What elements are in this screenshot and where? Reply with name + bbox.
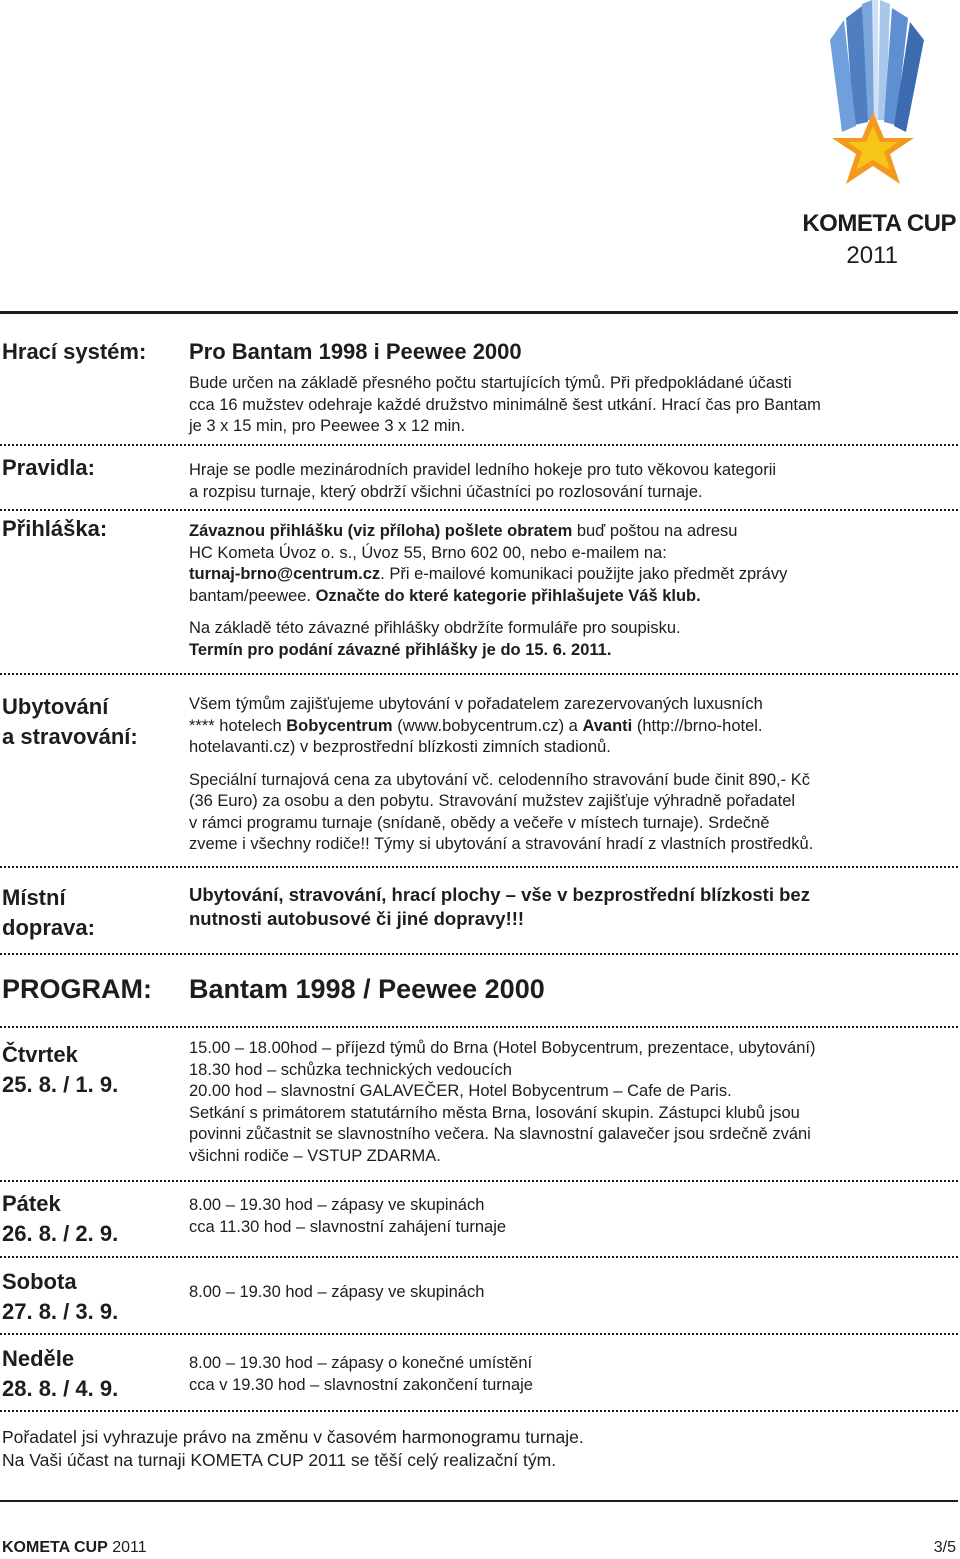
day-name: Neděle (2, 1346, 75, 1371)
label-line: Místní (2, 885, 66, 910)
email-address[interactable]: turnaj-brno@centrum.cz (189, 565, 381, 583)
text-line: (36 Euro) za osobu a den pobytu. Stravování mužstev zajišťuje výhradně pořadatel (189, 792, 796, 810)
label-line: doprava: (2, 915, 95, 940)
text-line: Všem týmům zajišťujeme ubytování v pořadatelem zarezervovaných luxusních (189, 695, 763, 713)
top-rule (0, 311, 958, 314)
text-line: Na základě této závazné přihlášky obdržíte formuláře pro soupisku. (189, 619, 681, 637)
dotted-divider (0, 1256, 958, 1258)
bobycentrum-link[interactable]: www.bobycentrum.cz (402, 716, 559, 735)
dotted-divider (0, 444, 958, 446)
schedule-line: cca v 19.30 hod – slavnostní zakončení turnaje (189, 1375, 533, 1394)
dotted-divider (0, 1333, 958, 1335)
dotted-divider (0, 1410, 958, 1412)
day-schedule (189, 1353, 959, 1396)
text: ( (632, 716, 643, 735)
hraci-system-text (189, 373, 959, 438)
schedule-line: 20.00 hod – slavnostní GALAVEČER, Hotel Bobycentrum – Cafe de Paris. (189, 1082, 732, 1100)
pravidla-text (189, 460, 959, 503)
program-label: PROGRAM: (2, 974, 152, 1004)
page-number: 3/5 (933, 1539, 956, 1556)
brand-year: 2011 (846, 242, 898, 269)
day-date: 27. 8. / 3. 9. (2, 1299, 119, 1324)
schedule-line: 8.00 – 19.30 hod – zápasy o konečné umístění (189, 1354, 533, 1372)
text-line: je 3 x 15 min, pro Peewee 3 x 12 min. (189, 417, 466, 435)
text: bantam/peewee. (189, 586, 316, 605)
dotted-divider (0, 1026, 958, 1028)
doprava-label (2, 883, 95, 943)
prihlaska-label: Přihláška: (2, 516, 108, 541)
day-date: 28. 8. / 4. 9. (2, 1376, 119, 1401)
footer-year: 2011 (107, 1539, 147, 1556)
dotted-divider (0, 953, 958, 955)
text-line (189, 586, 959, 608)
day-label (2, 1267, 118, 1327)
pravidla-label: Pravidla: (2, 455, 95, 480)
text-line: Ubytování, stravování, hrací plochy – vše v bezprostřední blízkosti bez (189, 884, 810, 905)
hraci-system-heading: Pro Bantam 1998 i Peewee 2000 (189, 339, 522, 364)
schedule-line: 8.00 – 19.30 hod – zápasy ve skupinách (189, 1196, 485, 1214)
avanti-link[interactable]: http://brno-hotel. (642, 716, 763, 735)
hotel-name: Avanti (582, 716, 633, 735)
day-name: Sobota (2, 1269, 77, 1294)
dotted-divider (0, 673, 958, 675)
text-line: zveme i všechny rodiče!! Týmy si ubytování a stravování hradí z vlastních prostředků. (189, 835, 814, 853)
schedule-line: cca 11.30 hod – slavnostní zahájení turnaje (189, 1217, 507, 1236)
dotted-divider (0, 866, 958, 868)
text: buď poštou na adresu (572, 522, 738, 540)
prihlaska-text (189, 521, 959, 661)
schedule-line: 15.00 – 18.00hod – příjezd týmů do Brna (Hotel Bobycentrum, prezentace, ubytování) (189, 1039, 816, 1057)
schedule-line: 8.00 – 19.30 hod – zápasy ve skupinách (189, 1283, 485, 1301)
bottom-rule (0, 1500, 958, 1502)
day-schedule (189, 1195, 959, 1238)
day-label (2, 1040, 118, 1100)
text-line: Bude určen na základě přesného počtu startujících týmů. Při předpokládané účasti (189, 374, 792, 392)
text-line (189, 521, 959, 543)
schedule-line: povinni zůčastnit se slavnostního večera. Na slavnostní galavečer jsou srdečně zváni (189, 1125, 811, 1143)
bold-text: Označte do které kategorie přihlašujete Váš klub. (315, 586, 701, 605)
text-line (189, 640, 959, 662)
text-line: nutnosti autobusové či jiné dopravy!!! (189, 908, 525, 929)
text-line: cca 16 mužstev odehraje každé družstvo minimálně šest utkání. Hrací čas pro Bantam (189, 395, 821, 414)
bold-text: Závaznou přihlášku (viz příloha) pošlete obratem (189, 522, 573, 540)
text: **** hotelech (189, 716, 287, 735)
day-name: Pátek (2, 1191, 61, 1216)
ubytovani-label (2, 692, 138, 752)
day-schedule (189, 1282, 959, 1304)
kometa-star-logo (818, 0, 928, 195)
brand-name: KOMETA CUP (802, 210, 956, 237)
hotel-name: Bobycentrum (286, 716, 393, 735)
hraci-system-label: Hrací systém: (2, 339, 147, 364)
text-line: a rozpisu turnaje, který obdrží všichni účastníci po rozlosování turnaje. (189, 482, 703, 501)
text-line (189, 716, 959, 738)
day-label (2, 1344, 118, 1404)
dotted-divider (0, 1180, 958, 1182)
label-line: a stravování: (2, 724, 138, 749)
program-heading: Bantam 1998 / Peewee 2000 (189, 974, 545, 1004)
avanti-link[interactable]: hotelavanti.cz (189, 738, 290, 756)
text-line (189, 737, 959, 759)
text-line: v rámci programu turnaje (snídaně, obědy a večeře v místech turnaje). Srdečně (189, 813, 770, 832)
text-line: Hraje se podle mezinárodních pravidel ledního hokeje pro tuto věkovou kategorii (189, 461, 777, 479)
text: ) a (558, 716, 583, 735)
doprava-text (189, 883, 959, 931)
deadline-text: Termín pro podání závazné přihlášky je do 15. 6. 2011. (189, 640, 612, 659)
closing-note (2, 1426, 584, 1471)
footer-brand (2, 1538, 147, 1558)
text-line: Speciální turnajová cena za ubytování vč. celodenního stravování bude činit 890,- Kč (189, 770, 810, 789)
day-label (2, 1189, 118, 1249)
dotted-divider (0, 509, 958, 511)
footer-brand-name: KOMETA CUP (2, 1539, 108, 1556)
text: ) v bezprostřední blízkosti zimních stadionů. (289, 738, 611, 756)
schedule-line: 18.30 hod – schůzka technických vedoucích (189, 1060, 512, 1079)
text-line: Pořadatel jsi vyhrazuje právo na změnu v časovém harmonogramu turnaje. (2, 1427, 584, 1447)
day-date: 25. 8. / 1. 9. (2, 1072, 119, 1097)
text: . Při e-mailové komunikaci použijte jako předmět zprávy (380, 565, 788, 583)
label-line: Ubytování (2, 694, 109, 719)
schedule-line: všichni rodiče – VSTUP ZDARMA. (189, 1146, 441, 1165)
day-schedule (189, 1038, 959, 1167)
schedule-line: Setkání s primátorem statutárního města Brna, losování skupin. Zástupci klubů jsou (189, 1103, 800, 1122)
ubytovani-text (189, 694, 959, 856)
text-line: Na Vaši účast na turnaji KOMETA CUP 2011 se těší celý realizační tým. (2, 1449, 557, 1470)
text-line: HC Kometa Úvoz o. s., Úvoz 55, Brno 602 00, nebo e-mailem na: (189, 543, 667, 562)
day-date: 26. 8. / 2. 9. (2, 1221, 119, 1246)
text-line (189, 564, 959, 586)
text: ( (392, 716, 403, 735)
day-name: Čtvrtek (2, 1042, 78, 1067)
